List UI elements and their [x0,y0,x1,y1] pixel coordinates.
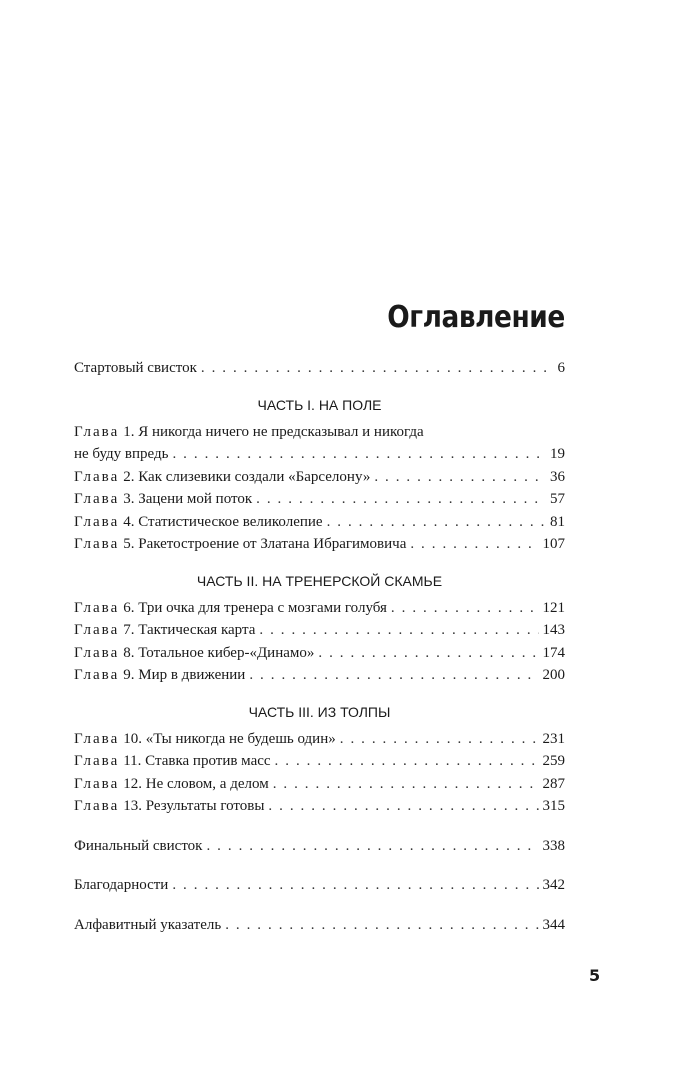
dot-leader [391,597,539,620]
toc-entry-page: 107 [542,536,565,552]
toc-entry-page: 121 [542,599,565,616]
page-number: 5 [589,966,601,985]
dot-leader [340,728,539,751]
chapter-title: 7. Тактическая карта [123,622,256,638]
dot-leader [172,874,538,897]
chapter-title-line2: не буду впредь [74,446,169,462]
spacer [74,857,565,874]
toc-entry-label [74,466,370,489]
chapter-prefix: Глава [74,730,120,747]
toc-entry-chapter-2 [74,466,565,489]
chapter-prefix: Глава [74,423,120,440]
toc-entry-label [74,773,269,796]
toc-entry-page: 36 [550,468,565,485]
toc-entry-thanks [74,874,565,897]
chapter-prefix: Глава [74,536,120,552]
toc-entry-chapter-10 [74,728,565,751]
chapter-title: 4. Статистическое великолепие [123,513,323,530]
toc-entry-page: 344 [542,916,565,933]
page-title: Оглавление [387,300,565,335]
chapter-prefix: Глава [74,798,120,814]
toc-entry-page: 200 [542,667,565,683]
toc-entry-chapter-6 [74,597,565,620]
toc-entry-chapter-1 [74,421,565,466]
chapter-title: 9. Мир в движении [123,667,246,683]
chapter-prefix: Глава [74,753,120,769]
chapter-prefix: Глава [74,775,120,792]
toc-entry-page: 81 [550,513,565,530]
toc-entry-chapter-5 [74,533,565,556]
chapter-title: 5. Ракетостроение от Златана Ибрагимовича [123,536,407,552]
chapter-title-line1: 1. Я никогда ничего не предсказывал и никогда [123,423,424,440]
dot-leader [273,773,539,796]
toc-entry-chapter-13 [74,795,565,818]
dot-leader [172,443,546,466]
chapter-title: 8. Тотальное кибер-«Динамо» [123,644,315,661]
table-of-contents [74,357,565,936]
chapter-prefix: Глава [74,622,120,638]
chapter-title: 12. Не словом, а делом [123,775,269,792]
toc-entry-page: 6 [557,360,565,376]
toc-entry-chapter-8 [74,642,565,665]
spacer [74,818,565,835]
toc-entry-page: 342 [542,877,565,893]
toc-entry-label [74,728,336,751]
toc-entry-label [74,597,387,620]
toc-entry-chapter-4 [74,511,565,534]
toc-entry-page: 259 [542,753,565,769]
toc-entry-page: 143 [542,622,565,638]
chapter-prefix: Глава [74,513,120,530]
dot-leader [249,664,538,687]
toc-entry-chapter-9 [74,664,565,687]
toc-entry-chapter-3 [74,488,565,511]
toc-entry-label [74,642,314,665]
toc-entry-label [74,664,245,687]
chapter-title: 10. «Ты никогда не будешь один» [123,730,336,747]
chapter-prefix: Глава [74,468,120,485]
toc-entry-label: Алфавитный указатель [74,916,222,933]
toc-entry-label [74,533,406,556]
toc-entry-label [74,750,271,773]
toc-entry-label [74,795,264,818]
dot-leader [327,511,546,534]
chapter-prefix: Глава [74,644,120,661]
toc-entry-page: 174 [542,644,565,661]
dot-leader [275,750,539,773]
part-heading-1: ЧАСТЬ I. НА ПОЛЕ [257,396,382,413]
toc-entry-label [74,488,252,511]
toc-entry-chapter-7 [74,619,565,642]
dot-leader [374,466,546,489]
toc-entry-page: 57 [550,491,565,507]
dot-leader [268,795,538,818]
chapter-prefix: Глава [74,491,120,507]
toc-entry-page: 19 [550,446,565,462]
chapter-title: 13. Результаты готовы [123,798,265,814]
dot-leader [318,642,538,665]
dot-leader [256,488,546,511]
toc-entry-label [74,421,424,444]
toc-entry-label: Благодарности [74,877,169,893]
toc-entry-page: 231 [542,730,565,747]
chapter-title: 11. Ставка против масс [123,753,271,769]
part-heading-2: ЧАСТЬ II. НА ТРЕНЕРСКОЙ СКАМЬЕ [196,572,443,589]
toc-entry-label [74,619,255,642]
toc-entry-label [74,511,323,534]
toc-entry-chapter-11 [74,750,565,773]
chapter-prefix: Глава [74,599,120,616]
dot-leader [201,357,554,380]
toc-entry-line [74,443,565,466]
toc-entry-index [74,914,565,937]
dot-leader [225,914,538,937]
spacer [74,897,565,914]
chapter-title: 3. Зацени мой поток [123,491,253,507]
dot-leader [259,619,538,642]
toc-entry-line [74,421,565,444]
toc-entry-final [74,835,565,858]
dot-leader [206,835,538,858]
part-heading-3: ЧАСТЬ III. ИЗ ТОЛПЫ [248,703,391,720]
toc-entry-page: 315 [542,798,565,814]
toc-entry-chapter-12 [74,773,565,796]
chapter-title: 2. Как слизевики создали «Барселону» [123,468,371,485]
toc-entry-label: Стартовый свисток [74,360,197,376]
toc-entry-intro [74,357,565,380]
chapter-prefix: Глава [74,667,120,683]
toc-entry-page: 287 [542,775,565,792]
toc-entry-page: 338 [542,837,565,854]
dot-leader [410,533,538,556]
toc-entry-label: Финальный свисток [74,837,203,854]
chapter-title: 6. Три очка для тренера с мозгами голубя [123,599,387,616]
